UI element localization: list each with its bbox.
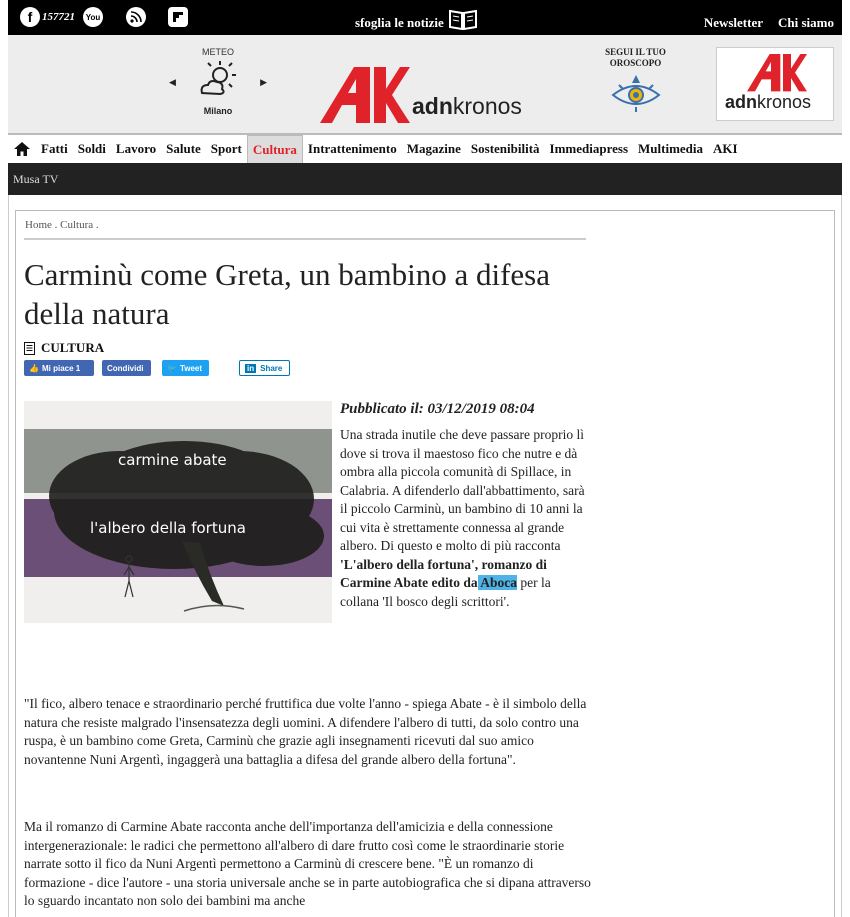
main-nav: [8, 133, 842, 163]
linkedin-share-button[interactable]: in Share: [239, 360, 290, 376]
meteo-label: METEO: [201, 47, 234, 57]
document-icon: [24, 342, 35, 355]
section-label: CULTURA: [41, 340, 105, 355]
sfoglia-label: sfoglia le notizie: [355, 15, 444, 30]
home-icon[interactable]: [8, 142, 36, 156]
nav-item-magazine[interactable]: Magazine: [406, 141, 461, 156]
partly-cloudy-icon: [196, 59, 240, 99]
twitter-bird-icon: 🐦: [167, 363, 177, 373]
article-intro: Una strada inutile che deve passare proprio lì dove si trova il maestoso fico che nutre e dà ombra alla piccola comunità di Spillace, in Calabria. A difenderlo dall'abbattimento, sarà il piccolo Carminù, un bambino di 10 anni la cui vita è strettamente connessa al grande albero. Di questo e molto di più racconta 'L'albero della fortuna', romanzo di Carmine Abate edito da Aboca per la collana 'Il bosco degli scrittori'.: [340, 427, 585, 609]
article-paragraph-1: "Il fico, albero tenace e straordinario perché fruttifica due volte l'anno - spiega Abate - è il simbolo della natura che resiste malgrado l'insensatezza degli uomini. A difendere l'albero di tutti, da solo contro una ruspa, è un bambino come Greta, Carminù che grazie agli insegnamenti ricevuti dal suo amico novantenne Nuni Argentì, ingaggerà una battaglia a difesa del grande albero della fortuna".: [24, 696, 587, 767]
nav-item-cultura[interactable]: Cultura: [247, 135, 303, 164]
tweet-button[interactable]: 🐦 Tweet: [162, 360, 209, 376]
nav-item-soldi[interactable]: Soldi: [77, 141, 106, 156]
book-cover-image: [24, 401, 332, 623]
site-header: [8, 35, 842, 133]
published-date: Pubblicato il: 03/12/2019 08:04: [340, 401, 535, 417]
weather-widget[interactable]: [163, 47, 273, 116]
nav-item-intrattenimento[interactable]: Intrattenimento: [307, 141, 397, 156]
aboca-highlight-link[interactable]: Aboca: [477, 575, 518, 590]
nav-item-lavoro[interactable]: Lavoro: [115, 141, 157, 156]
top-bar: [8, 0, 842, 35]
open-book-icon: [448, 8, 478, 30]
nav-item-sostenibilita[interactable]: Sostenibilità: [470, 141, 540, 156]
flipboard-icon[interactable]: [168, 7, 188, 27]
sfoglia-le-notizie-link[interactable]: [355, 15, 478, 31]
ad-logo-mark: [747, 52, 807, 92]
horoscope-label: SEGUI IL TUO OROSCOPO: [605, 47, 666, 68]
linkedin-icon: in: [247, 363, 255, 373]
cover-author: carmine abate: [118, 451, 227, 469]
weather-next-arrow-icon[interactable]: ▶: [260, 77, 267, 87]
fig-tree-illustration: [24, 401, 332, 623]
nav-item-sport[interactable]: Sport: [210, 141, 242, 156]
youtube-icon[interactable]: You: [83, 7, 103, 27]
nav-item-immediapress[interactable]: Immediapress: [549, 141, 629, 156]
nav-item-salute[interactable]: Salute: [166, 141, 201, 156]
facebook-like-button[interactable]: 👍 Mi piace 1: [24, 360, 94, 376]
adnkronos-ad-banner[interactable]: [716, 47, 834, 121]
adnkronos-logo[interactable]: [320, 65, 540, 123]
adnkronos-logo-mark: [320, 65, 410, 123]
cover-title: l'albero della fortuna: [90, 519, 246, 537]
breadcrumb[interactable]: Home . Cultura .: [25, 219, 99, 231]
rss-icon[interactable]: [126, 7, 146, 27]
article-title: Carminù come Greta, un bambino a difesa della natura: [24, 257, 550, 331]
facebook-icon[interactable]: f: [20, 7, 40, 27]
logo-wordmark: adnkronos: [412, 93, 522, 119]
chi-siamo-link[interactable]: Chi siamo: [778, 15, 834, 30]
facebook-count: 157721: [42, 11, 75, 23]
breadcrumb-divider: [24, 238, 586, 240]
zodiac-eye-icon: [609, 73, 663, 113]
ad-wordmark: adnkronos: [725, 92, 812, 112]
nav-item-aki[interactable]: AKI: [713, 141, 738, 156]
facebook-share-button[interactable]: Condividi: [102, 360, 151, 376]
horoscope-widget[interactable]: [593, 47, 678, 116]
nav-item-multimedia[interactable]: Multimedia: [638, 141, 704, 156]
nav-item-fatti[interactable]: Fatti: [41, 141, 68, 156]
article-section[interactable]: [24, 340, 104, 356]
article-paragraph-2: Ma il romanzo di Carmine Abate racconta anche dell'importanza dell'amicizia e della connessione intergenerazionale: le radici che permettono all'albero di dare frutto così come le straordinarie storie narrate sotto il fico da Nuni Argentì permettono a Carminù di crescere bene. "È un romanzo di formazione - dice l'autore - una storia universale anche se in parte autobiografica che si dipana attraverso lo sguardo incantato non solo dei bambini ma anche: [24, 819, 591, 908]
sub-nav: [8, 163, 842, 195]
thumbs-up-icon: 👍: [29, 363, 39, 373]
newsletter-link[interactable]: Newsletter: [703, 15, 763, 30]
meteo-city: Milano: [203, 106, 233, 116]
subnav-item-musa-tv[interactable]: Musa TV: [13, 172, 59, 186]
facebook-counter[interactable]: [20, 7, 75, 27]
weather-prev-arrow-icon[interactable]: ◀: [169, 77, 176, 87]
